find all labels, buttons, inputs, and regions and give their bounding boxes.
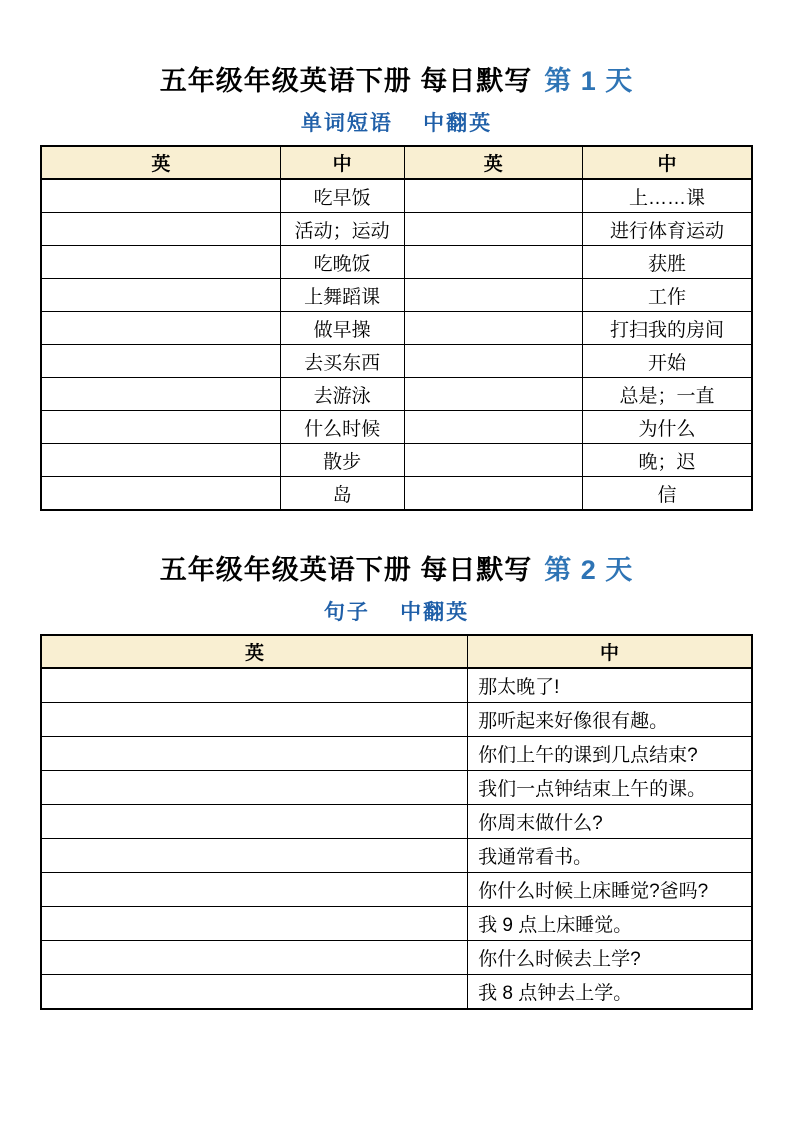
table-row	[41, 312, 752, 345]
blank-answer-cell	[41, 411, 280, 444]
prompt-cell: 上舞蹈课	[280, 279, 404, 312]
day1-title-main: 五年级年级英语下册 每日默写	[159, 66, 533, 96]
blank-answer-cell	[404, 312, 582, 345]
prompt-cell: 你们上午的课到几点结束?	[468, 737, 752, 771]
day1-subtitle: 单词短语 中翻英	[300, 111, 493, 135]
prompt-cell: 进行体育运动	[582, 213, 752, 246]
prompt-cell: 那太晚了!	[468, 668, 752, 703]
day2-subtitle: 句子 中翻英	[323, 600, 470, 624]
prompt-cell: 去买东西	[280, 345, 404, 378]
table-row	[41, 839, 752, 873]
day1-header-cn-2: 中	[582, 146, 752, 179]
blank-answer-cell	[404, 213, 582, 246]
day1-title-day: 第 1 天	[544, 66, 634, 96]
prompt-cell: 吃晚饭	[280, 246, 404, 279]
prompt-cell: 我 8 点钟去上学。	[468, 975, 752, 1010]
day1-title	[0, 0, 793, 100]
day2-header-en: 英	[41, 635, 468, 668]
blank-answer-cell	[41, 873, 468, 907]
blank-answer-cell	[41, 737, 468, 771]
blank-answer-cell	[41, 279, 280, 312]
prompt-cell: 我通常看书。	[468, 839, 752, 873]
table-row	[41, 703, 752, 737]
table-row	[41, 737, 752, 771]
day2-header-cn: 中	[468, 635, 752, 668]
blank-answer-cell	[404, 279, 582, 312]
day1-header-cn-1: 中	[280, 146, 404, 179]
blank-answer-cell	[41, 213, 280, 246]
table-row	[41, 771, 752, 805]
blank-answer-cell	[41, 345, 280, 378]
table-row	[41, 345, 752, 378]
table-row	[41, 411, 752, 444]
table-row	[41, 975, 752, 1010]
blank-answer-cell	[404, 179, 582, 213]
blank-answer-cell	[404, 444, 582, 477]
prompt-cell: 上……课	[582, 179, 752, 213]
prompt-cell: 信	[582, 477, 752, 511]
prompt-cell: 开始	[582, 345, 752, 378]
prompt-cell: 散步	[280, 444, 404, 477]
blank-answer-cell	[41, 668, 468, 703]
prompt-cell: 什么时候	[280, 411, 404, 444]
prompt-cell: 为什么	[582, 411, 752, 444]
table-row	[41, 246, 752, 279]
prompt-cell: 总是；一直	[582, 378, 752, 411]
prompt-cell: 你什么时候去上学?	[468, 941, 752, 975]
prompt-cell: 你周末做什么?	[468, 805, 752, 839]
prompt-cell: 你什么时候上床睡觉?爸吗?	[468, 873, 752, 907]
prompt-cell: 那听起来好像很有趣。	[468, 703, 752, 737]
blank-answer-cell	[41, 805, 468, 839]
day2-title-day: 第 2 天	[544, 555, 634, 585]
blank-answer-cell	[404, 378, 582, 411]
blank-answer-cell	[41, 477, 280, 511]
table-row	[41, 941, 752, 975]
blank-answer-cell	[404, 246, 582, 279]
blank-answer-cell	[41, 771, 468, 805]
day1-header-en-2: 英	[404, 146, 582, 179]
blank-answer-cell	[404, 345, 582, 378]
table-row	[41, 668, 752, 703]
table-row	[41, 213, 752, 246]
day1-header-en-1: 英	[41, 146, 280, 179]
day2-title	[0, 511, 793, 589]
blank-answer-cell	[41, 975, 468, 1010]
day2-table	[40, 634, 753, 1010]
table-row	[41, 477, 752, 511]
table-row	[41, 179, 752, 213]
prompt-cell: 做早操	[280, 312, 404, 345]
blank-answer-cell	[41, 179, 280, 213]
blank-answer-cell	[41, 839, 468, 873]
prompt-cell: 活动；运动	[280, 213, 404, 246]
blank-answer-cell	[404, 477, 582, 511]
blank-answer-cell	[41, 246, 280, 279]
table-row	[41, 805, 752, 839]
prompt-cell: 获胜	[582, 246, 752, 279]
prompt-cell: 我 9 点上床睡觉。	[468, 907, 752, 941]
table-row	[41, 873, 752, 907]
day1-header-row	[41, 146, 752, 179]
blank-answer-cell	[41, 444, 280, 477]
prompt-cell: 工作	[582, 279, 752, 312]
prompt-cell: 去游泳	[280, 378, 404, 411]
blank-answer-cell	[404, 411, 582, 444]
day2-title-main: 五年级年级英语下册 每日默写	[159, 555, 533, 585]
prompt-cell: 我们一点钟结束上午的课。	[468, 771, 752, 805]
table-row	[41, 279, 752, 312]
table-row	[41, 378, 752, 411]
prompt-cell: 吃早饭	[280, 179, 404, 213]
prompt-cell: 岛	[280, 477, 404, 511]
day1-table	[40, 145, 753, 511]
blank-answer-cell	[41, 312, 280, 345]
blank-answer-cell	[41, 378, 280, 411]
table-row	[41, 444, 752, 477]
prompt-cell: 打扫我的房间	[582, 312, 752, 345]
blank-answer-cell	[41, 907, 468, 941]
table-row	[41, 907, 752, 941]
blank-answer-cell	[41, 703, 468, 737]
prompt-cell: 晚；迟	[582, 444, 752, 477]
blank-answer-cell	[41, 941, 468, 975]
day2-header-row	[41, 635, 752, 668]
